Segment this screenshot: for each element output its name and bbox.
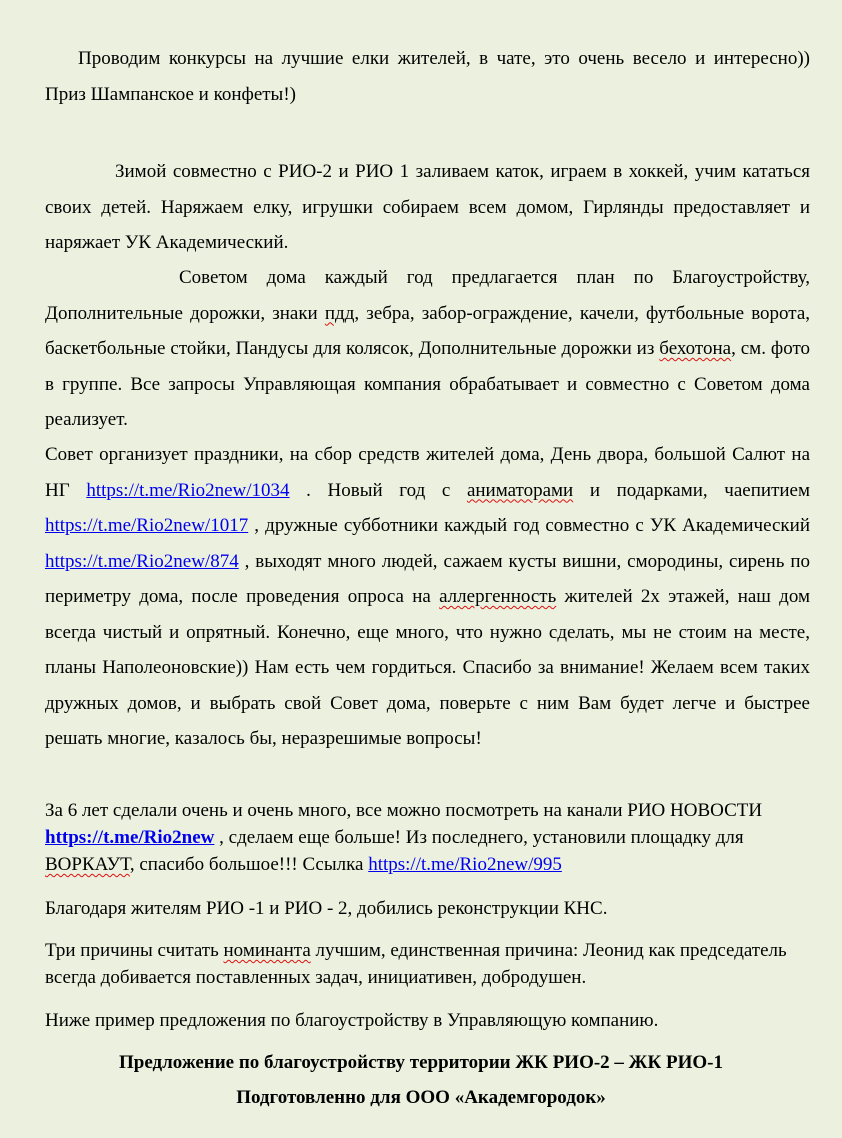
paragraph-improvement-plan [45,260,810,438]
paragraph-nominee [45,937,815,991]
link-rio2new-1017[interactable]: https://t.me/Rio2new/1017 [45,515,249,536]
link-rio2new-874[interactable]: https://t.me/Rio2new/874 [45,550,239,572]
paragraph-text: . Новый год с [289,479,467,501]
paragraph-text: Три причины считать [45,940,224,961]
paragraph-text: Благодаря жителям РИО -1 и РИО - 2, добились реконструкции КНС. [45,898,608,919]
paragraph-text: , зебра, забор-ограждение, качели, футбольные ворота, баскетбольные стойки, Пандусы для колясок, Дополнительные дорожки из [45,302,811,359]
paragraph-text: и подарками, чаепитием [573,479,810,501]
proposal-title: Предложение по благоустройству территории ЖК РИО-2 – ЖК РИО-1 [119,1052,723,1073]
misspelled-word: номинанта [223,940,311,961]
paragraph-text: , спасибо большое!!! Ссылка [129,854,369,875]
paragraph-text: Зимой совместно с РИО-2 и РИО 1 заливаем каток, играем в хоккей, учим кататься своих детей. Наряжаем елку, игрушки собираем всем домом, Гирлянды предоставляет и наряжает УК Академический. [45,161,810,253]
paragraph-example [45,1007,810,1034]
proposal-subtitle: Подготовленно для ООО «Академгородок» [236,1087,606,1108]
link-rio2new-1034[interactable]: https://t.me/Rio2new/1034 [86,479,290,501]
paragraph-kns [45,895,810,922]
paragraph-text: жителей 2х этажей, наш дом всегда чистый и опрятный. Конечно, еще много, что нужно сделать, мы не стоим на месте, планы Наполеоновские)) Нам есть чем гордиться. Спасибо за внимание! Желаем всем таких дружных домов, и выбрать свой Совет дома, поверьте с ним Вам будет легче и быстрее решать многие, казалось бы, неразрешимые вопросы! [45,586,811,749]
paragraph-text: , дружные субботники каждый год совместно с УК Академический [248,515,810,536]
misspelled-word: ВОРКАУТ [45,854,130,875]
paragraph-text: Проводим конкурсы на лучшие елки жителей, в чате, это очень весело и интересно)) Приз Шампанское и конфеты!) [45,48,810,105]
paragraph-text: Ниже пример предложения по благоустройству в Управляющую компанию. [45,1010,659,1031]
paragraph-text: Советом дома каждый год предлагается план по Благоустройству, Дополнительные дорожки, знаки [45,267,810,324]
paragraph-six-years [45,797,815,878]
link-rio2new-channel[interactable]: https://t.me/Rio2new [45,827,215,848]
misspelled-word: пдд [324,302,355,324]
paragraph-text: За 6 лет сделали очень и очень много, все можно посмотреть на канали РИО НОВОСТИ [45,800,763,821]
paragraph-text: Совет организует праздники, на сбор средств жителей дома, День двора, большой Салют на НГ [45,444,810,501]
paragraph-text: лучшим, единственная причина: Леонид как председатель всегда добивается поставленных задач, инициативен, добродушен. [45,940,787,988]
paragraph-text: , выходят много людей, сажаем кусты вишни, смородины, сирень по периметру дома, после проведения опроса на [45,550,810,607]
paragraph-text: , сделаем еще больше! Из последнего, установили площадку для [214,827,744,848]
misspelled-word: аниматорами [466,479,574,501]
paragraph-holidays [45,437,810,757]
paragraph-contests [45,41,810,112]
paragraph-winter [45,154,810,261]
paragraph-text: , см. фото в группе. Все запросы Управляющая компания обрабатывает и совместно с Советом дома реализует. [45,338,810,430]
link-rio2new-995[interactable]: https://t.me/Rio2new/995 [368,854,562,875]
misspelled-word: аллергенность [439,586,557,607]
misspelled-word: бехотона [659,338,732,359]
